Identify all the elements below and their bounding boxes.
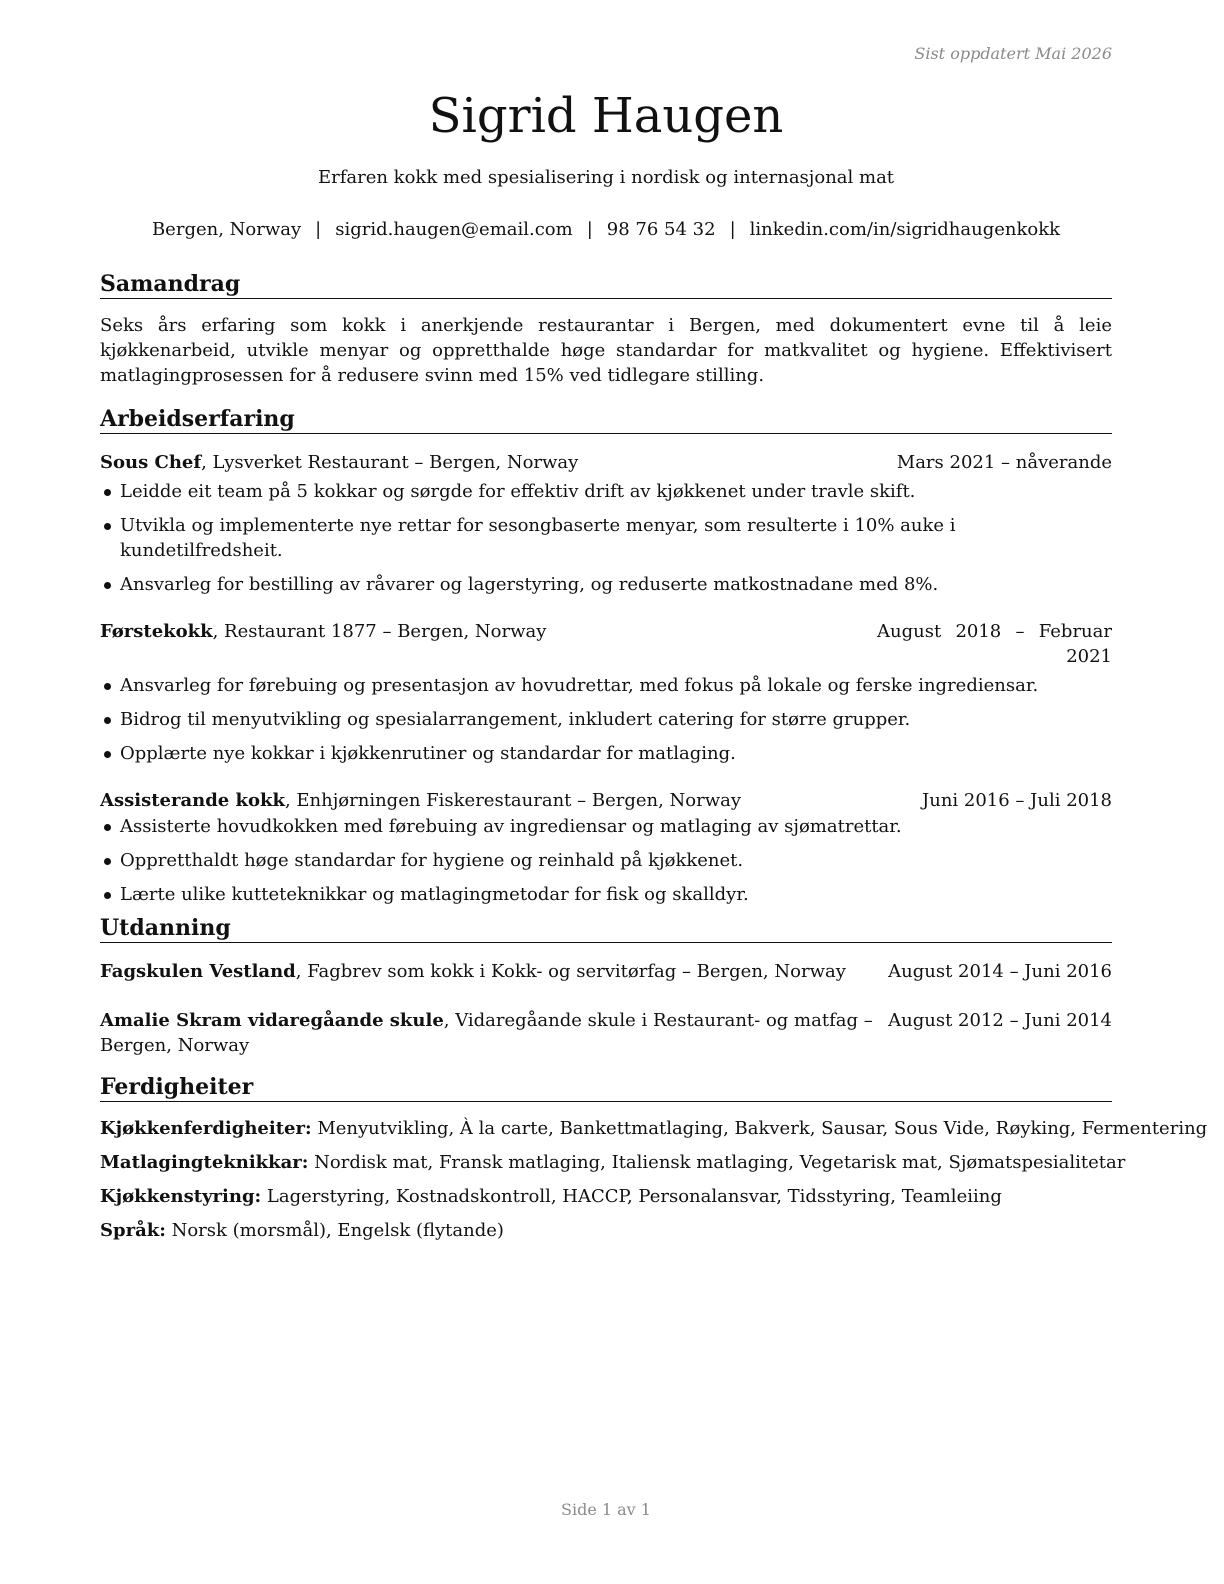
bullet-item: Lærte ulike kutteteknikkar og matlagingmetodar for fisk og skalldyr.: [100, 882, 1112, 907]
contact-separator: |: [586, 219, 593, 240]
bullet-item: Opplærte nye kokkar i kjøkkenrutiner og standardar for matlaging.: [100, 741, 1112, 766]
education-detail: , Fagbrev som kokk i Kokk- og servitørfag – Bergen, Norway: [295, 961, 846, 982]
contact-email[interactable]: sigrid.haugen@email.com: [335, 219, 573, 240]
job-dates: Juni 2016 – Juli 2018: [922, 790, 1112, 811]
bullet-item: Assisterte hovudkokken med førebuing av ingrediensar og matlaging av sjømatrettar.: [100, 814, 1112, 839]
skill-value: Norsk (morsmål), Engelsk (flytande): [165, 1220, 504, 1241]
contact-separator: |: [315, 219, 322, 240]
bullet-item: Oppretthaldt høge standardar for hygiene og reinhald på kjøkkenet.: [100, 848, 1112, 873]
skill-row: [100, 1218, 1112, 1243]
job-place: , Enhjørningen Fiskerestaurant – Bergen, Norway: [284, 790, 742, 811]
job-entry: [100, 450, 1112, 597]
summary-text: Seks års erfaring som kokk i anerkjende restaurantar i Bergen, med dokumentert evne til å leie kjøkkenarbeid, utvikle menyar og oppretthalde høge standardar for matkvalitet og hygiene. Effektivisert matlagingprosessen for å redusere svinn med 15% ved tidlegare stilling.: [100, 315, 1112, 386]
skill-value: Nordisk mat, Fransk matlaging, Italiensk matlaging, Vegetarisk mat, Sjømatspesialitetar: [308, 1152, 1126, 1173]
skills-list: [100, 1116, 1208, 1243]
last-updated: Sist oppdatert Mai 2026: [914, 44, 1112, 63]
skill-label: Matlagingteknikkar:: [100, 1152, 309, 1173]
job-role: Førstekokk: [100, 621, 213, 642]
section-heading: Samandrag: [100, 270, 1112, 299]
education-detail: , Vidaregåande skule i Restaurant- og matfag – Bergen, Norway: [100, 1010, 873, 1056]
skill-row: [100, 1116, 1208, 1141]
skills-section: [100, 1073, 1208, 1252]
section-heading: Arbeidserfaring: [100, 405, 1112, 434]
candidate-name: Sigrid Haugen: [428, 88, 784, 144]
education-school: Amalie Skram vidaregåande skule: [100, 1010, 444, 1031]
job-place: , Restaurant 1877 – Bergen, Norway: [212, 621, 547, 642]
job-place: , Lysverket Restaurant – Bergen, Norway: [201, 452, 579, 473]
resume-page: [100, 0, 1208, 1584]
skill-value: Lagerstyring, Kostnadskontroll, HACCP, Personalansvar, Tidsstyring, Teamleiing: [261, 1186, 1002, 1207]
experience-section: [100, 405, 1112, 916]
job-dates: Mars 2021 – nåverande: [896, 452, 1112, 473]
job-bullets: [100, 479, 1112, 597]
job-bullets: [100, 814, 1112, 907]
education-school: Fagskulen Vestland: [100, 961, 296, 982]
contact-line: [100, 219, 1112, 240]
education-entry: [100, 959, 1112, 984]
education-dates: August 2014 – Juni 2016: [888, 961, 1112, 982]
skill-value: Menyutvikling, À la carte, Bankettmatlaging, Bakverk, Sausar, Sous Vide, Røyking, Fermentering: [311, 1118, 1208, 1139]
bullet-item: Ansvarleg for bestilling av råvarer og lagerstyring, og reduserte matkostnadane med 8%.: [100, 572, 1112, 597]
education-entry: [100, 1008, 1112, 1058]
summary-section: [100, 270, 1112, 388]
job-entry: [100, 788, 1112, 907]
tagline: Erfaren kokk med spesialisering i nordisk og internasjonal mat: [317, 167, 895, 188]
job-role: Sous Chef: [100, 452, 202, 473]
contact-location: Bergen, Norway: [151, 219, 302, 240]
education-section: [100, 914, 1112, 1058]
skill-label: Kjøkkenstyring:: [100, 1186, 262, 1207]
job-entry: [100, 619, 1112, 766]
job-dates: August 2018 – Februar 2021: [877, 621, 1112, 667]
bullet-item: Utvikla og implementerte nye rettar for sesongbaserte menyar, som resulterte i 10% auke i kundetilfredsheit.: [100, 513, 1112, 563]
skill-row: [100, 1150, 1126, 1175]
job-bullets: [100, 673, 1112, 766]
contact-linkedin[interactable]: linkedin.com/in/sigridhaugenkokk: [749, 219, 1061, 240]
section-heading: Utdanning: [100, 914, 1112, 943]
bullet-item: Leidde eit team på 5 kokkar og sørgde for effektiv drift av kjøkkenet under travle skift.: [100, 479, 1112, 504]
page-number: Side 1 av 1: [561, 1500, 651, 1519]
skill-label: Språk:: [100, 1220, 166, 1241]
skill-label: Kjøkkenferdigheiter:: [100, 1118, 312, 1139]
skill-row: [100, 1184, 1112, 1209]
bullet-item: Ansvarleg for førebuing og presentasjon av hovudrettar, med fokus på lokale og ferske ingrediensar.: [100, 673, 1112, 698]
contact-separator: |: [729, 219, 736, 240]
section-heading: Ferdigheiter: [100, 1073, 1112, 1102]
bullet-item: Bidrog til menyutvikling og spesialarrangement, inkludert catering for større grupper.: [100, 707, 1112, 732]
job-role: Assisterande kokk: [100, 790, 285, 811]
education-dates: August 2012 – Juni 2014: [888, 1010, 1112, 1031]
contact-phone: 98 76 54 32: [606, 219, 716, 240]
